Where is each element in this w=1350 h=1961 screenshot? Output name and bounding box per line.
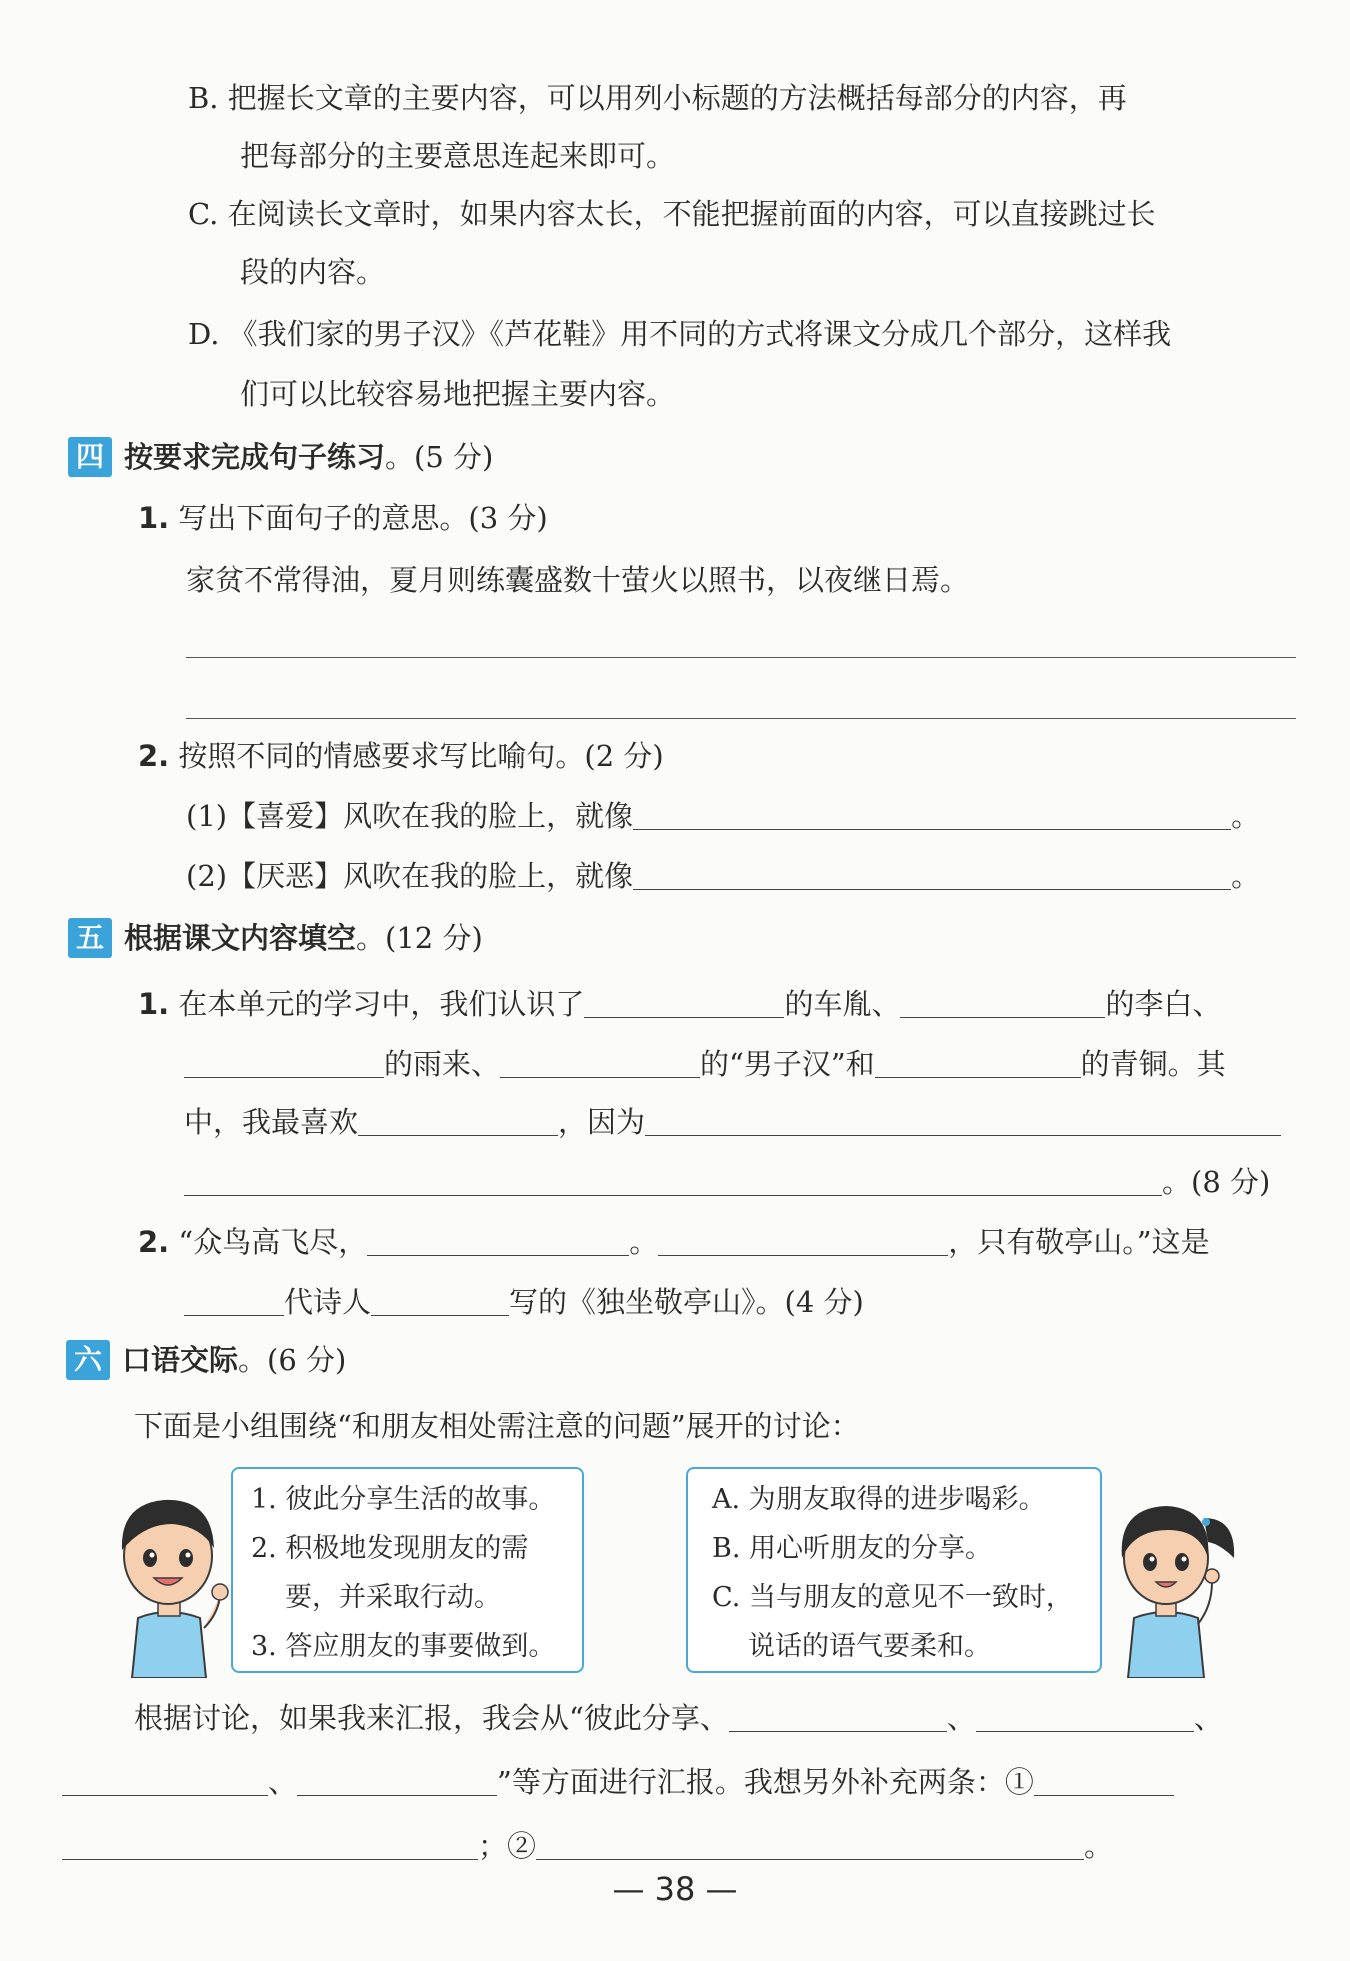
s5-q2-number: 2. bbox=[138, 1225, 170, 1259]
s5-q2-p1: “众鸟高飞尽， bbox=[178, 1225, 368, 1259]
s6-report-blank-6[interactable] bbox=[62, 1829, 478, 1860]
s5-q1-blank-8[interactable] bbox=[184, 1165, 1162, 1196]
s5-q1-line4 bbox=[184, 1162, 1270, 1202]
left-box-item-2a: 2. 积极地发现朋友的需 bbox=[251, 1533, 529, 1564]
right-box-item-a: A. 为朋友取得的进步喝彩。 bbox=[712, 1484, 1046, 1515]
s6-report-line3 bbox=[62, 1826, 1113, 1866]
s5-q1-blank-1[interactable] bbox=[584, 987, 784, 1018]
s5-q1-p4: 的雨来、 bbox=[384, 1047, 501, 1081]
s4-q2-text: 按照不同的情感要求写比喻句。(2 分) bbox=[178, 739, 664, 773]
s4-q1 bbox=[138, 498, 548, 538]
s5-q2-blank-1[interactable] bbox=[367, 1225, 629, 1256]
s5-q2-blank-2[interactable] bbox=[658, 1225, 948, 1256]
section-6-score: 。(6 分) bbox=[238, 1343, 347, 1377]
s5-q1-end: 。(8 分) bbox=[1162, 1165, 1271, 1199]
section-5-score: 。(12 分) bbox=[356, 921, 483, 955]
s4-q2-b-period: 。 bbox=[1231, 859, 1261, 893]
s4-q1-sentence: 家贫不常得油，夏月则练囊盛数十萤火以照书，以夜继日焉。 bbox=[186, 563, 970, 597]
s6-report-p2: ”等方面进行汇报。我想另外补充两条：① bbox=[497, 1765, 1034, 1799]
s6-report-blank-7[interactable] bbox=[536, 1829, 1084, 1860]
girl-illustration bbox=[1108, 1478, 1240, 1678]
s5-q1-blank-6[interactable] bbox=[358, 1105, 558, 1136]
s5-q1-line3 bbox=[184, 1102, 1281, 1142]
s6-report-sep-3: 、 bbox=[268, 1765, 298, 1799]
s5-q1-p5: 的“男子汉”和 bbox=[700, 1047, 875, 1081]
s6-report-blank-2[interactable] bbox=[976, 1701, 1194, 1732]
s5-q1-line2 bbox=[184, 1044, 1226, 1084]
section-6-heading bbox=[122, 1340, 346, 1380]
section-4-score: 。(5 分) bbox=[385, 440, 494, 474]
s6-report-sep-1: 、 bbox=[946, 1701, 976, 1735]
s5-q1-p8: ，因为 bbox=[558, 1105, 646, 1139]
s5-q1-blank-4[interactable] bbox=[500, 1047, 700, 1078]
s5-q1-line1 bbox=[138, 984, 1221, 1024]
s5-q2-p2: 。 bbox=[629, 1225, 659, 1259]
s4-q2-a-blank[interactable] bbox=[633, 799, 1231, 830]
discussion-box-left bbox=[231, 1467, 584, 1673]
s5-q2-blank-3[interactable] bbox=[184, 1285, 284, 1316]
s6-report-line1 bbox=[134, 1698, 1223, 1738]
s4-q2-number: 2. bbox=[138, 739, 170, 773]
discussion-box-right bbox=[686, 1467, 1102, 1673]
s4-q2-b-blank[interactable] bbox=[633, 859, 1231, 890]
s5-q1-blank-7[interactable] bbox=[645, 1105, 1281, 1136]
s5-q1-blank-5[interactable] bbox=[875, 1047, 1081, 1078]
s6-report-sep-2: 、 bbox=[1193, 1701, 1223, 1735]
s4-q2-b bbox=[186, 856, 1260, 896]
right-box-item-c2: 说话的语气要柔和。 bbox=[748, 1631, 991, 1662]
s6-report-blank-3[interactable] bbox=[62, 1765, 268, 1796]
s5-q1-p6: 的青铜。其 bbox=[1080, 1047, 1226, 1081]
right-box-item-c1: C. 当与朋友的意见不一致时， bbox=[712, 1582, 1073, 1613]
section-4-badge: 四 bbox=[68, 437, 112, 477]
s4-q1-answer-line-2[interactable] bbox=[186, 718, 1296, 719]
s4-q2-a-period: 。 bbox=[1231, 799, 1261, 833]
left-box-item-2b: 要，并采取行动。 bbox=[285, 1582, 501, 1613]
section-4-heading bbox=[124, 437, 493, 477]
s4-q1-number: 1. bbox=[138, 501, 170, 535]
s4-q1-text: 写出下面句子的意思。(3 分) bbox=[178, 501, 548, 535]
s5-q1-p1: 在本单元的学习中，我们认识了 bbox=[178, 987, 585, 1021]
s5-q2-p3: ，只有敬亭山。”这是 bbox=[948, 1225, 1210, 1259]
boy-illustration bbox=[108, 1478, 230, 1678]
page-number: — 38 — bbox=[612, 1870, 738, 1908]
s6-report-blank-5[interactable] bbox=[1034, 1765, 1174, 1796]
s5-q1-number: 1. bbox=[138, 987, 170, 1021]
s5-q1-p3: 的李白、 bbox=[1105, 987, 1222, 1021]
left-box-item-1: 1. 彼此分享生活的故事。 bbox=[251, 1484, 556, 1515]
option-d-line1: D. 《我们家的男子汉》《芦花鞋》用不同的方式将课文分成几个部分，这样我 bbox=[188, 317, 1172, 351]
s4-q1-answer-line-1[interactable] bbox=[186, 657, 1296, 658]
section-6-title: 口语交际 bbox=[122, 1343, 239, 1377]
right-box-item-b: B. 用心听朋友的分享。 bbox=[712, 1533, 993, 1564]
s6-report-end: 。 bbox=[1084, 1829, 1114, 1863]
s5-q2-p4: 代诗人 bbox=[284, 1285, 372, 1319]
s5-q2-blank-4[interactable] bbox=[371, 1285, 509, 1316]
s5-q1-p2: 的车胤、 bbox=[784, 987, 901, 1021]
s6-report-blank-1[interactable] bbox=[729, 1701, 947, 1732]
s5-q1-blank-2[interactable] bbox=[900, 987, 1105, 1018]
s6-report-blank-4[interactable] bbox=[297, 1765, 497, 1796]
section-4-title: 按要求完成句子练习 bbox=[124, 440, 386, 474]
s6-report-line2 bbox=[62, 1762, 1174, 1802]
option-b-line2: 把每部分的主要意思连起来即可。 bbox=[240, 139, 676, 173]
s4-q2-a bbox=[186, 796, 1260, 836]
s6-report-p3: ；② bbox=[478, 1829, 537, 1863]
s5-q1-p7: 中，我最喜欢 bbox=[184, 1105, 359, 1139]
option-d-line2: 们可以比较容易地把握主要内容。 bbox=[240, 377, 676, 411]
s5-q2-p5: 写的《独坐敬亭山》。(4 分) bbox=[509, 1285, 864, 1319]
option-c-line2: 段的内容。 bbox=[240, 255, 386, 289]
s5-q1-blank-3[interactable] bbox=[184, 1047, 384, 1078]
s5-q2-line1 bbox=[138, 1222, 1210, 1262]
option-b-line1: B. 把握长文章的主要内容，可以用列小标题的方法概括每部分的内容，再 bbox=[188, 81, 1127, 115]
section-6-badge: 六 bbox=[66, 1340, 110, 1380]
section-5-heading bbox=[124, 918, 483, 958]
s5-q2-line2 bbox=[184, 1282, 864, 1322]
s6-intro: 下面是小组围绕“和朋友相处需注意的问题”展开的讨论： bbox=[134, 1409, 860, 1443]
left-box-item-3: 3. 答应朋友的事要做到。 bbox=[251, 1631, 556, 1662]
section-5-title: 根据课文内容填空 bbox=[124, 921, 357, 955]
s6-report-p1: 根据讨论，如果我来汇报，我会从“彼此分享、 bbox=[134, 1701, 729, 1735]
option-c-line1: C. 在阅读长文章时，如果内容太长，不能把握前面的内容，可以直接跳过长 bbox=[188, 197, 1156, 231]
section-5-badge: 五 bbox=[68, 918, 112, 958]
s4-q2-b-text: (2)【厌恶】风吹在我的脸上，就像 bbox=[186, 859, 634, 893]
s4-q2 bbox=[138, 736, 664, 776]
s4-q2-a-text: (1)【喜爱】风吹在我的脸上，就像 bbox=[186, 799, 634, 833]
